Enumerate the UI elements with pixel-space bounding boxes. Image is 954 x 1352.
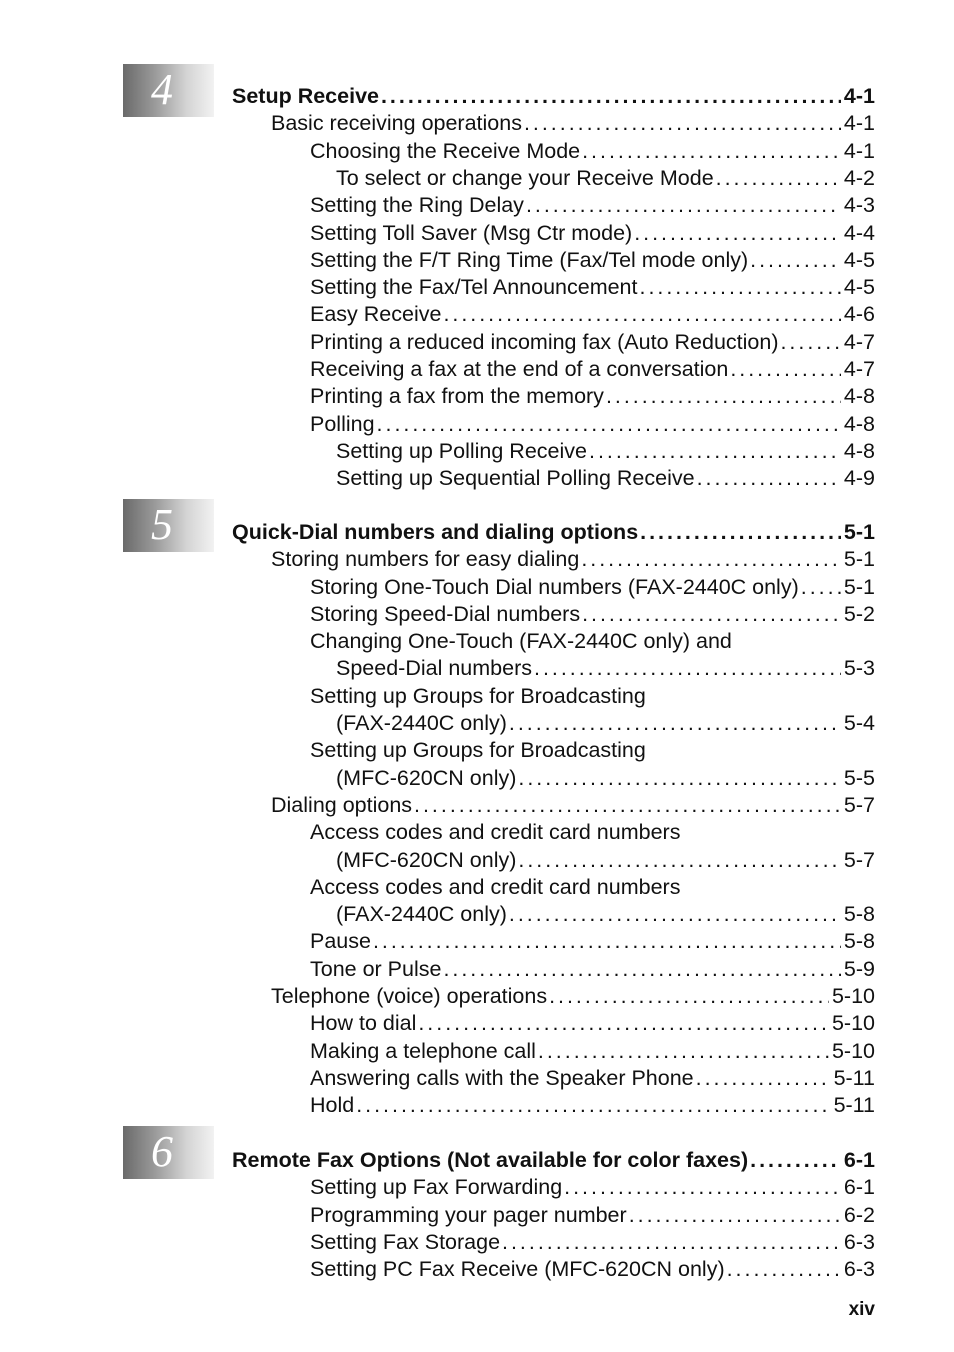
toc-entry-title: (MFC-620CN only) xyxy=(336,766,517,790)
toc-entry-page: 4-5 xyxy=(843,248,875,272)
toc-entry-page: 4-9 xyxy=(843,466,875,490)
chapter-tab xyxy=(123,499,214,552)
dot-leader xyxy=(509,901,841,928)
toc-entry-page: 4-8 xyxy=(843,412,875,436)
dot-leader xyxy=(373,928,841,955)
toc-entry[interactable] xyxy=(336,847,875,874)
toc-entry[interactable] xyxy=(310,1065,875,1092)
toc-entry-title: Telephone (voice) operations xyxy=(271,984,548,1008)
toc-entry[interactable] xyxy=(310,1202,875,1229)
dot-leader xyxy=(606,383,841,410)
page-number: xiv xyxy=(848,1299,875,1320)
dot-leader xyxy=(377,411,841,438)
toc-entry-title: Making a telephone call xyxy=(310,1039,536,1063)
toc-entry-title: How to dial xyxy=(310,1011,417,1035)
toc-entry[interactable] xyxy=(310,601,875,628)
dot-leader xyxy=(634,220,841,247)
toc-entry[interactable] xyxy=(310,329,875,356)
toc-entry-page: 5-10 xyxy=(831,984,875,1008)
toc-entry[interactable] xyxy=(310,1229,875,1256)
dot-leader xyxy=(549,983,829,1010)
toc-entry-title: Tone or Pulse xyxy=(310,957,442,981)
chapter-number: 4 xyxy=(151,65,173,114)
dot-leader xyxy=(696,1065,831,1092)
toc-entry-title-line[interactable]: Access codes and credit card numbers xyxy=(310,875,681,899)
toc-entry-title: Setting the Fax/Tel Announcement xyxy=(310,275,638,299)
toc-entry-page: 5-9 xyxy=(843,957,875,981)
dot-leader xyxy=(538,1038,829,1065)
dot-leader xyxy=(730,356,841,383)
dot-leader xyxy=(564,1174,841,1201)
dot-leader xyxy=(629,1202,841,1229)
toc-entry[interactable] xyxy=(310,411,875,438)
toc-entry-page: 5-5 xyxy=(843,766,875,790)
toc-entry[interactable] xyxy=(310,383,875,410)
toc-entry-title: Answering calls with the Speaker Phone xyxy=(310,1066,694,1090)
toc-entry-page: 5-10 xyxy=(831,1011,875,1035)
toc-entry-page: 5-2 xyxy=(843,602,875,626)
toc-entry[interactable] xyxy=(271,546,875,573)
toc-entry-page: 4-8 xyxy=(843,384,875,408)
toc-entry[interactable] xyxy=(336,710,875,737)
toc-entry[interactable] xyxy=(271,983,875,1010)
toc-entry-title: Choosing the Receive Mode xyxy=(310,139,581,163)
dot-leader xyxy=(780,329,840,356)
toc-entry-title: Printing a fax from the memory xyxy=(310,384,604,408)
toc-entry-title: Setting Toll Saver (Msg Ctr mode) xyxy=(310,221,633,245)
toc-entry-title: Setting Fax Storage xyxy=(310,1230,501,1254)
chapter-page: 4-1 xyxy=(843,84,875,108)
dot-leader xyxy=(502,1229,841,1256)
toc-entry-title: Setting up Polling Receive xyxy=(336,439,587,463)
toc-entry-page: 5-7 xyxy=(843,793,875,817)
dot-leader xyxy=(697,465,841,492)
chapter-title: Setup Receive xyxy=(232,84,379,108)
toc-entry-title: Setting up Fax Forwarding xyxy=(310,1175,563,1199)
chapter-title-entry[interactable] xyxy=(232,1147,875,1174)
toc-entry-title: Dialing options xyxy=(271,793,413,817)
dot-leader xyxy=(589,438,841,465)
toc-entry[interactable] xyxy=(336,465,875,492)
toc-entry[interactable] xyxy=(310,192,875,219)
toc-entry[interactable] xyxy=(310,220,875,247)
toc-entry-page: 5-8 xyxy=(843,929,875,953)
dot-leader xyxy=(418,1010,829,1037)
dot-leader xyxy=(414,792,841,819)
dot-leader xyxy=(582,138,841,165)
toc-entry-page: 4-2 xyxy=(843,166,875,190)
chapter-page: 5-1 xyxy=(843,520,875,544)
toc-entry-page: 4-7 xyxy=(843,330,875,354)
dot-leader xyxy=(356,1092,830,1119)
toc-entry-page: 5-7 xyxy=(843,848,875,872)
toc-entry[interactable] xyxy=(310,274,875,301)
toc-entry-page: 6-2 xyxy=(843,1203,875,1227)
dot-leader xyxy=(750,1147,841,1174)
toc-entry-page: 5-3 xyxy=(843,656,875,680)
dot-leader xyxy=(640,519,841,546)
chapter-title: Remote Fax Options (Not available for color faxes) xyxy=(232,1148,749,1172)
toc-entry-page: 6-1 xyxy=(843,1175,875,1199)
toc-entry-page: 4-6 xyxy=(843,302,875,326)
toc-entry[interactable] xyxy=(336,655,875,682)
toc-entry[interactable] xyxy=(310,1092,875,1119)
toc-entry-title: (FAX-2440C only) xyxy=(336,902,507,926)
toc-entry[interactable] xyxy=(336,901,875,928)
toc-entry-title-line[interactable]: Setting up Groups for Broadcasting xyxy=(310,684,646,708)
toc-entry-title: Programming your pager number xyxy=(310,1203,627,1227)
toc-entry[interactable] xyxy=(310,301,875,328)
dot-leader xyxy=(381,83,841,110)
toc-entry-page: 6-3 xyxy=(843,1230,875,1254)
chapter-title-entry[interactable] xyxy=(232,519,875,546)
chapter-page: 6-1 xyxy=(843,1148,875,1172)
toc-entry-title-line[interactable]: Changing One-Touch (FAX-2440C only) and xyxy=(310,629,732,653)
toc-entry[interactable] xyxy=(310,956,875,983)
toc-entry-page: 5-4 xyxy=(843,711,875,735)
toc-entry[interactable] xyxy=(336,438,875,465)
toc-entry-page: 4-7 xyxy=(843,357,875,381)
toc-entry-page: 4-8 xyxy=(843,439,875,463)
toc-entry-title: Easy Receive xyxy=(310,302,442,326)
chapter-number: 6 xyxy=(151,1127,173,1176)
toc-entry-page: 5-11 xyxy=(833,1093,875,1117)
dot-leader xyxy=(526,192,841,219)
dot-leader xyxy=(582,601,841,628)
toc-entry-title: Receiving a fax at the end of a conversation xyxy=(310,357,729,381)
dot-leader xyxy=(727,1256,841,1283)
toc-entry-title: Setting the Ring Delay xyxy=(310,193,524,217)
toc-entry-title: Storing numbers for easy dialing xyxy=(271,547,580,571)
dot-leader xyxy=(518,847,841,874)
toc-entry[interactable] xyxy=(310,1256,875,1283)
chapter-title: Quick-Dial numbers and dialing options xyxy=(232,520,639,544)
toc-entry-page: 5-1 xyxy=(843,547,875,571)
toc-entry-title: Basic receiving operations xyxy=(271,111,522,135)
toc-entry-title: Setting up Sequential Polling Receive xyxy=(336,466,695,490)
toc-entry-title: (MFC-620CN only) xyxy=(336,848,517,872)
toc-entry-page: 5-8 xyxy=(843,902,875,926)
toc-entry[interactable] xyxy=(310,928,875,955)
toc-entry-title: Setting the F/T Ring Time (Fax/Tel mode only) xyxy=(310,248,749,272)
toc-entry-page: 4-4 xyxy=(843,221,875,245)
toc-entry-page: 4-1 xyxy=(843,111,875,135)
dot-leader xyxy=(750,247,841,274)
toc-entry-title: Storing One-Touch Dial numbers (FAX-2440C only) xyxy=(310,575,799,599)
toc-entry[interactable] xyxy=(310,1038,875,1065)
toc-entry[interactable] xyxy=(336,165,875,192)
dot-leader xyxy=(443,956,840,983)
chapter-number: 5 xyxy=(151,500,173,549)
toc-entry[interactable] xyxy=(310,247,875,274)
chapter-tab xyxy=(123,64,214,117)
toc-entry-title: Printing a reduced incoming fax (Auto Reduction) xyxy=(310,330,779,354)
toc-entry[interactable] xyxy=(310,356,875,383)
toc-entry[interactable] xyxy=(271,792,875,819)
toc-entry[interactable] xyxy=(310,1174,875,1201)
toc-entry-title: Storing Speed-Dial numbers xyxy=(310,602,581,626)
dot-leader xyxy=(518,765,841,792)
toc-entry[interactable] xyxy=(310,1010,875,1037)
toc-entry-title: Hold xyxy=(310,1093,355,1117)
chapter-tab xyxy=(123,1126,214,1179)
toc-entry-title: Speed-Dial numbers xyxy=(336,656,532,680)
toc-entry-title-line[interactable]: Setting up Groups for Broadcasting xyxy=(310,738,646,762)
toc-entry-page: 6-3 xyxy=(843,1257,875,1281)
dot-leader xyxy=(640,274,841,301)
toc-entry[interactable] xyxy=(271,110,875,137)
dot-leader xyxy=(443,301,840,328)
toc-entry-page: 4-5 xyxy=(843,275,875,299)
toc-entry-title-line[interactable]: Access codes and credit card numbers xyxy=(310,820,681,844)
chapter-title-entry[interactable] xyxy=(232,83,875,110)
dot-leader xyxy=(524,110,841,137)
toc-entry-page: 5-1 xyxy=(843,575,875,599)
toc-entry[interactable] xyxy=(336,765,875,792)
toc-entry-title: Polling xyxy=(310,412,375,436)
toc-entry-title: Pause xyxy=(310,929,371,953)
dot-leader xyxy=(716,165,841,192)
toc-entry-title: Setting PC Fax Receive (MFC-620CN only) xyxy=(310,1257,725,1281)
toc-entry-page: 5-11 xyxy=(833,1066,875,1090)
dot-leader xyxy=(581,546,841,573)
toc-entry[interactable] xyxy=(310,574,875,601)
toc-entry-title: To select or change your Receive Mode xyxy=(336,166,714,190)
dot-leader xyxy=(534,655,841,682)
dot-leader xyxy=(509,710,841,737)
toc-entry[interactable] xyxy=(310,138,875,165)
toc-entry-page: 4-3 xyxy=(843,193,875,217)
toc-entry-page: 5-10 xyxy=(831,1039,875,1063)
dot-leader xyxy=(801,574,841,601)
toc-entry-title: (FAX-2440C only) xyxy=(336,711,507,735)
toc-entry-page: 4-1 xyxy=(843,139,875,163)
